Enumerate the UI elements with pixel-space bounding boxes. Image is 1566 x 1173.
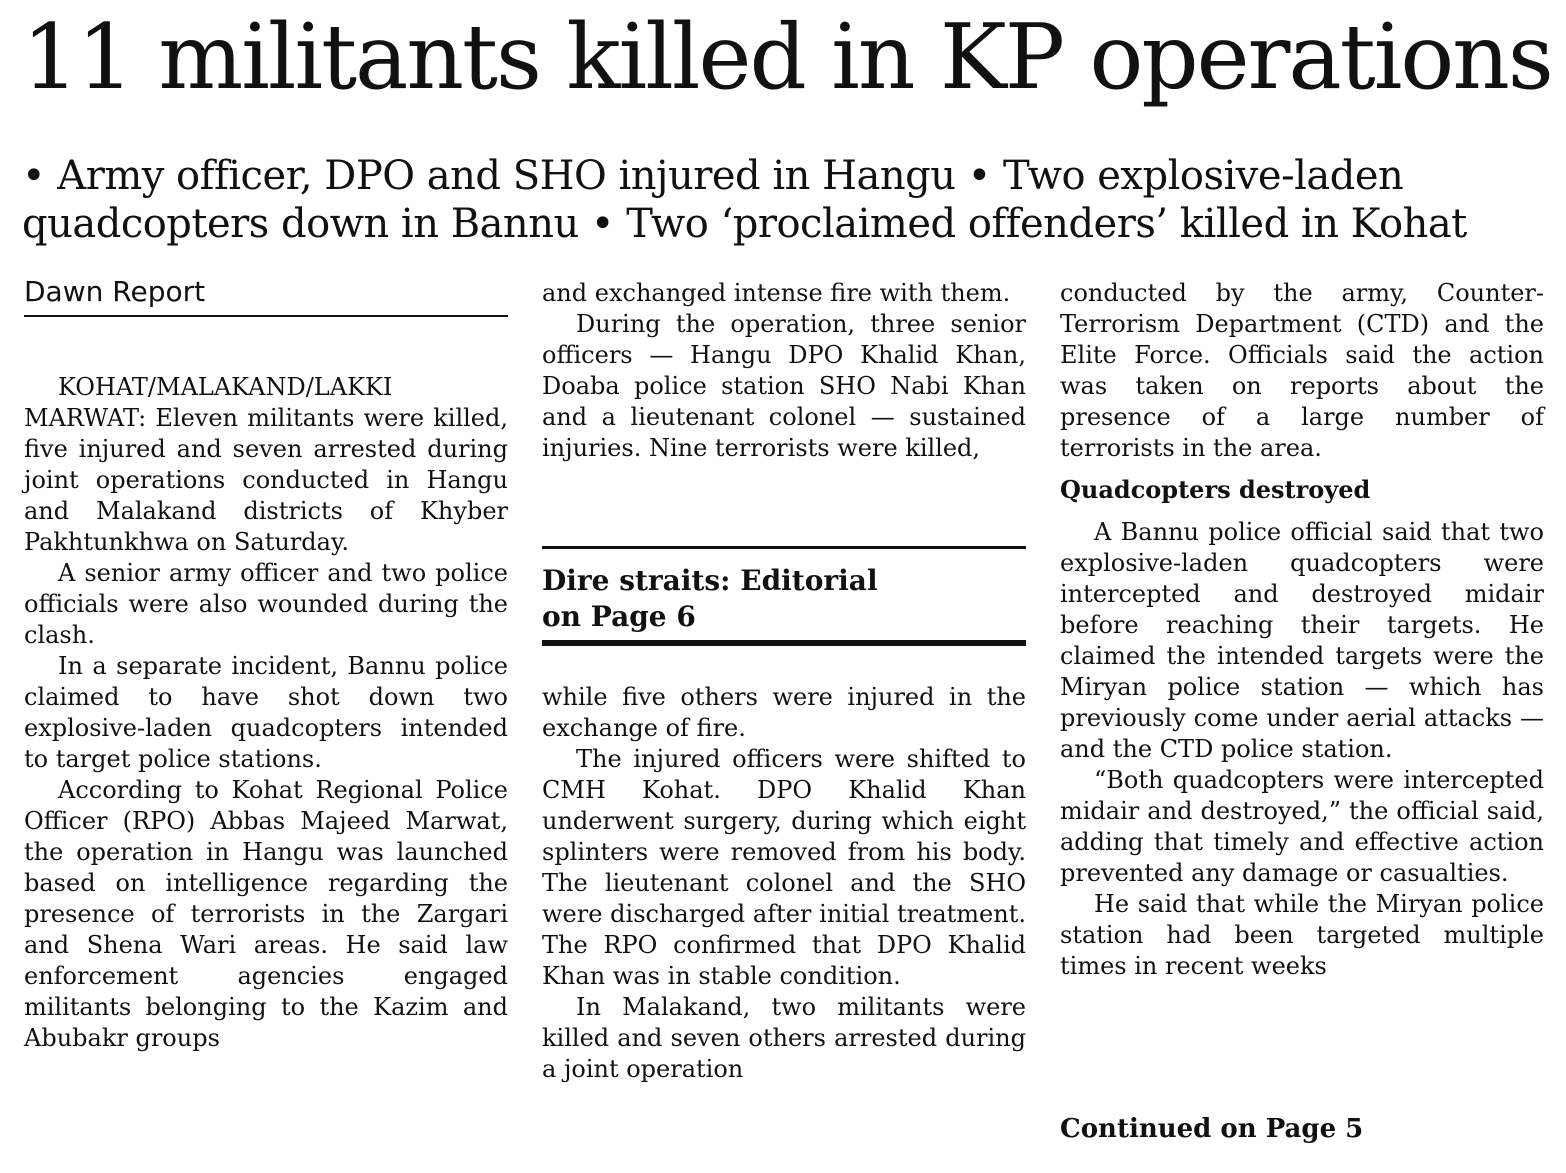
section-subhead: Quadcopters destroyed (1060, 475, 1371, 504)
column-1 (24, 372, 508, 1054)
col2-paragraph-3: while five others were injured in the exchange of fire. (542, 683, 1026, 742)
col1-paragraph-4: According to Kohat Regional Police Officer (RPO) Abbas Majeed Marwat, the operation in Hangu was launched based on intelligence regarding the presence of terrorists in the Zargari and Shena Wari areas. He said law enforcement agencies engaged militants belonging to the Kazim and Abubakr groups (24, 776, 508, 1052)
col2-paragraph-4: The injured officers were shifted to CMH Kohat. DPO Khalid Khan underwent surgery, during which eight splinters were removed from his body. The lieutenant colonel and the SHO were discharged after initial treatment. The RPO confirmed that DPO Khalid Khan was in stable condition. (542, 745, 1026, 990)
byline: Dawn Report (24, 275, 206, 308)
col3-paragraph-1: conducted by the army, Counter-Terrorism Department (CTD) and the Elite Force. Officials said the action was taken on reports about the presence of a large number of terrorists in the area. (1060, 279, 1544, 462)
deck-line-1: • Army officer, DPO and SHO injured in Hangu • Two explosive-laden (22, 153, 1404, 199)
col1-paragraph-1: KOHAT/MALAKAND/LAKKI MARWAT: Eleven militants were killed, five injured and seven arrested during joint operations conducted in Hangu and Malakand districts of Khyber Pakhtunkhwa on Saturday. (24, 373, 508, 556)
editorial-promo-box (542, 546, 1026, 646)
column-2-bottom (542, 682, 1026, 1085)
col3-paragraph-3: “Both quadcopters were intercepted midair and destroyed,” the official said, adding that timely and effective action prevented any damage or casualties. (1060, 766, 1544, 887)
headline: 11 militants killed in KP operations (22, 6, 1552, 110)
byline-rule (24, 315, 508, 317)
col2-paragraph-5: In Malakand, two militants were killed and seven others arrested during a joint operation (542, 993, 1026, 1083)
editorial-promo-line-2: on Page 6 (542, 600, 696, 633)
deck-line-2: quadcopters down in Bannu • Two ‘proclaimed offenders’ killed in Kohat (22, 201, 1467, 247)
col2-paragraph-1: and exchanged intense fire with them. (542, 279, 1011, 307)
col1-paragraph-2: A senior army officer and two police officials were also wounded during the clash. (24, 559, 508, 649)
column-3 (1060, 278, 1544, 982)
continued-on-page[interactable]: Continued on Page 5 (1060, 1114, 1364, 1144)
col1-paragraph-3: In a separate incident, Bannu police claimed to have shot down two explosive-laden quadcopters intended to target police stations. (24, 652, 508, 773)
subheadline-deck (22, 152, 1552, 248)
col3-paragraph-4: He said that while the Miryan police station had been targeted multiple times in recent weeks (1060, 890, 1544, 980)
col3-paragraph-2: A Bannu police official said that two explosive-laden quadcopters were intercepted and destroyed midair before reaching their targets. He claimed the intended targets were the Miryan police station — which has previously come under aerial attacks — and the CTD police station. (1060, 518, 1544, 763)
col2-paragraph-2: During the operation, three senior officers — Hangu DPO Khalid Khan, Doaba police station SHO Nabi Khan and a lieutenant colonel — sustained injuries. Nine terrorists were killed, (542, 310, 1026, 462)
column-2-top (542, 278, 1026, 464)
editorial-promo-line-1: Dire straits: Editorial (542, 564, 878, 597)
